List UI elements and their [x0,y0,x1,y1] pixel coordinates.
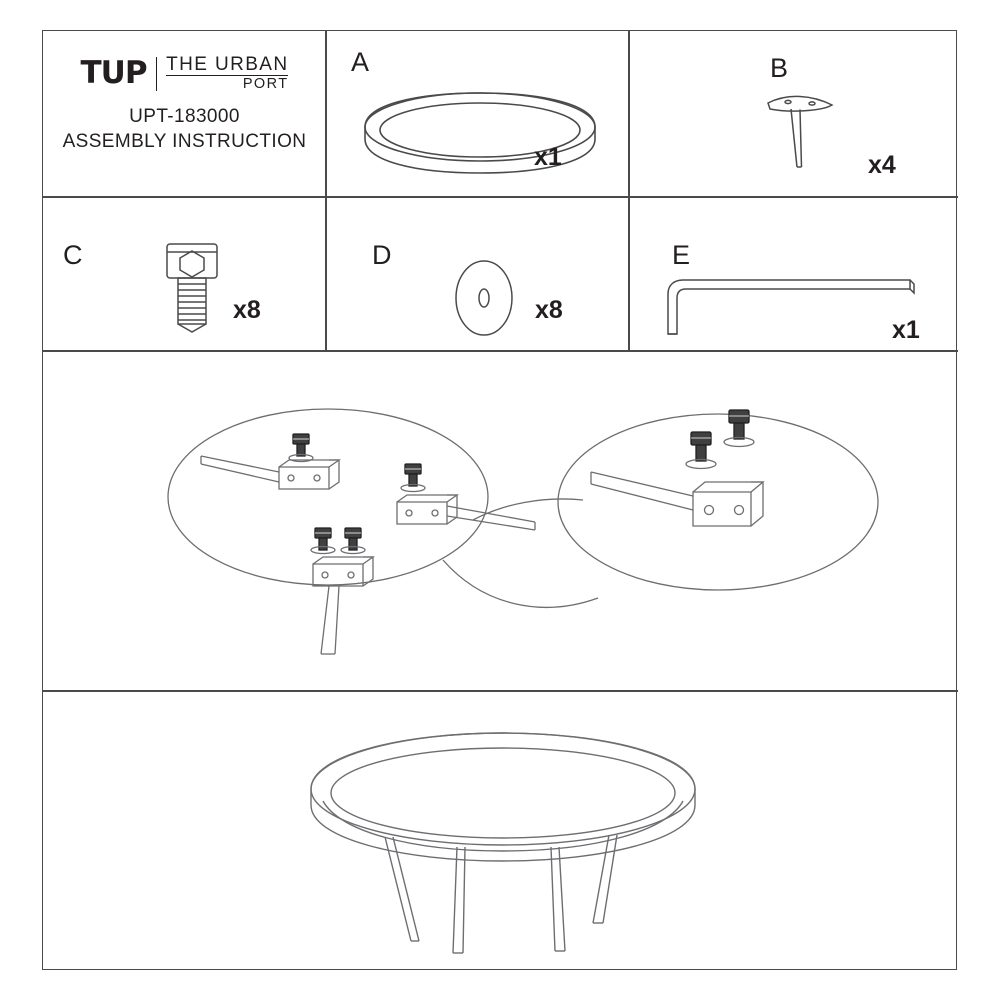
part-cell-e [629,197,958,351]
part-cell-d [326,197,629,351]
part-qty-c: x8 [233,296,261,324]
part-letter-c: C [63,240,83,270]
model-number: UPT-183000 [129,106,240,128]
round-table-top-icon [355,89,605,179]
assembled-coffee-table-diagram [293,727,713,957]
part-qty-d: x8 [535,296,563,324]
tapered-table-leg-icon [760,89,850,179]
part-letter-d: D [372,240,392,270]
step-2-cell [43,691,958,971]
logo-divider [156,57,158,91]
part-qty-e: x1 [892,316,920,344]
logo-row [43,55,326,92]
brand-words [166,55,288,92]
instruction-sheet [42,30,957,970]
brand-line-1: THE URBAN [166,54,289,75]
brand-line-2: PORT [166,75,288,92]
part-qty-b: x4 [868,151,896,179]
allen-key-icon [660,276,922,346]
logo-block [43,55,326,153]
part-letter-a: A [351,47,370,77]
brand-header-cell [43,31,326,197]
hex-socket-bolt-icon [149,234,235,346]
part-cell-a [326,31,629,197]
flat-washer-icon [439,258,529,338]
step-1-cell [43,351,958,691]
tabletop-underside-leg-mounting-diagram [143,392,903,682]
tup-logo-icon: TUP [80,55,147,92]
part-qty-a: x1 [534,143,562,171]
part-letter-e: E [672,240,691,270]
part-cell-b [629,31,958,197]
part-letter-b: B [770,53,789,83]
page-title: ASSEMBLY INSTRUCTION [62,131,307,153]
part-cell-c [43,197,326,351]
